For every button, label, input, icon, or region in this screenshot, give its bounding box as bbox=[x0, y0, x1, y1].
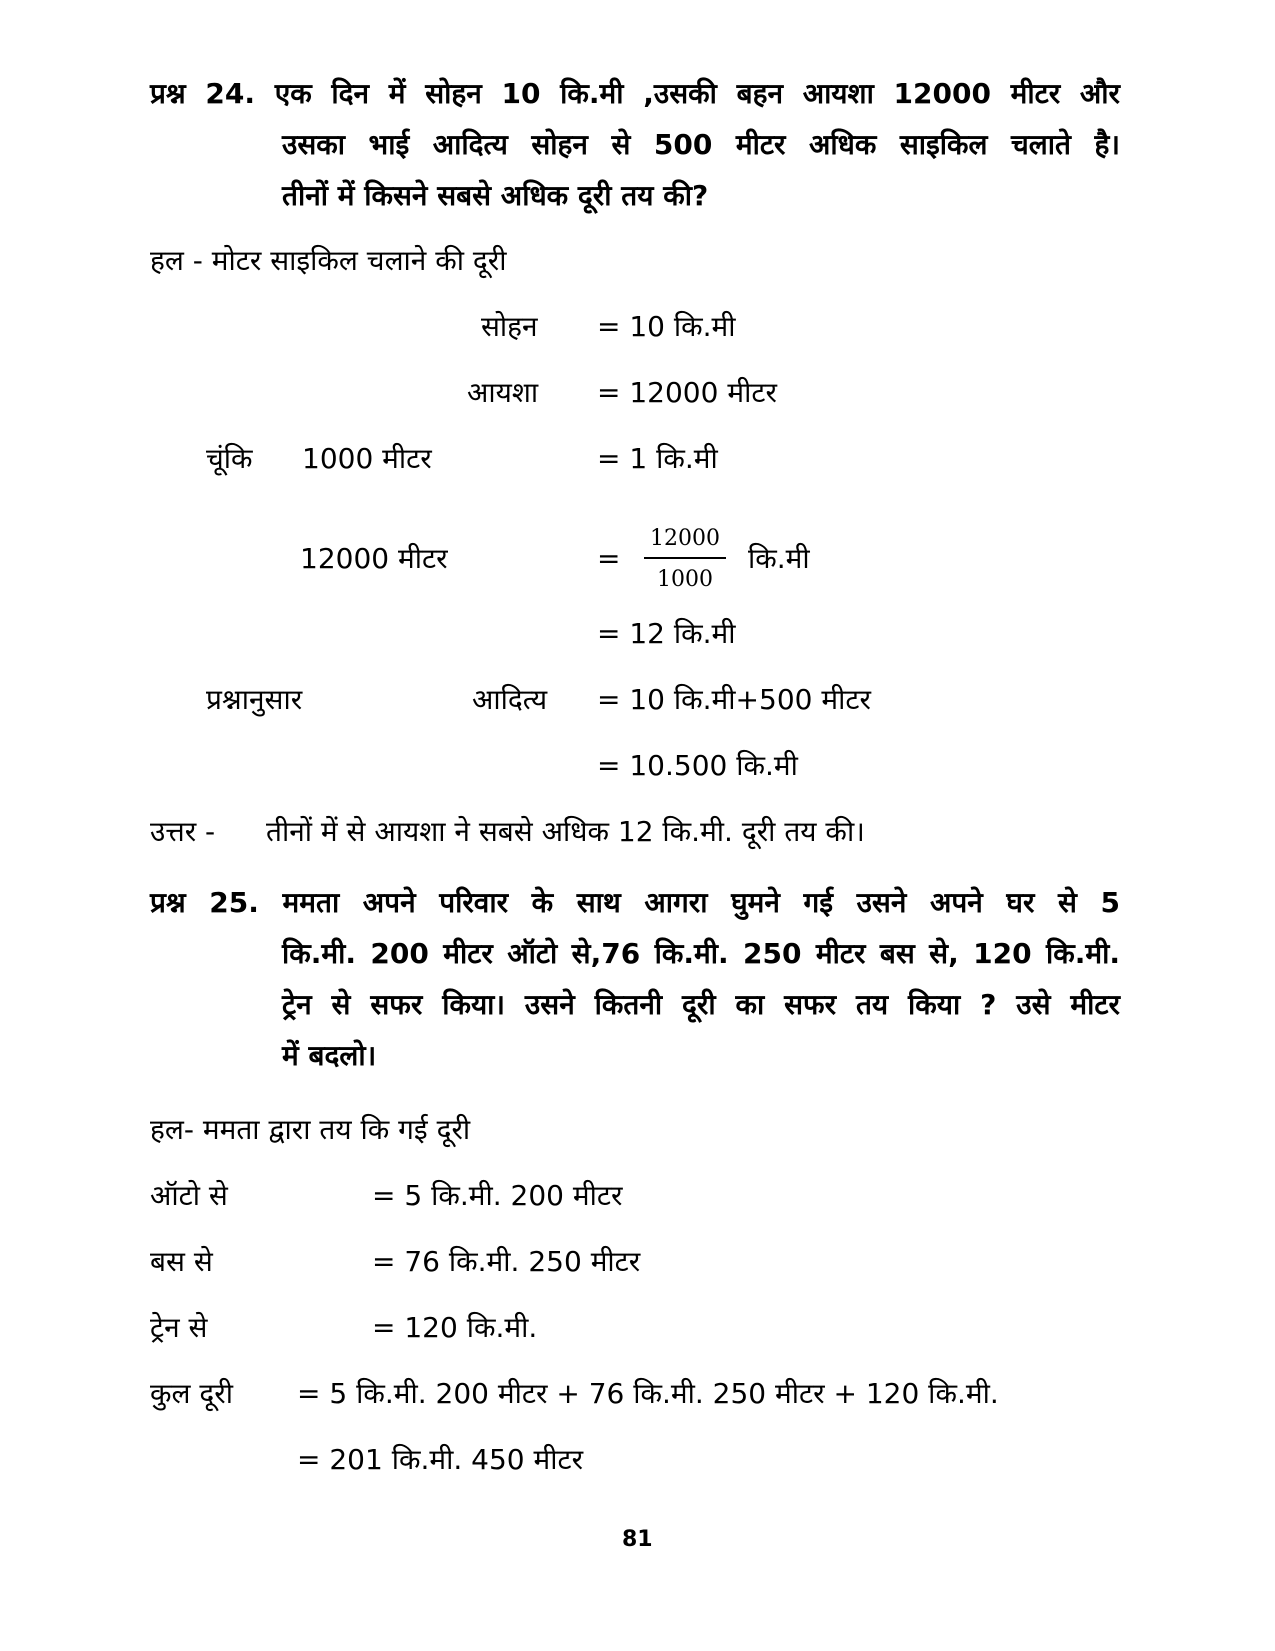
q25-line-4: में बदलो। bbox=[282, 1039, 377, 1072]
sol25-bus-label: बस से bbox=[150, 1245, 213, 1278]
sol25-total-result: = 201 कि.मी. 450 मीटर bbox=[297, 1443, 584, 1476]
sol24-aditya-value: = 10 कि.मी+500 मीटर bbox=[597, 683, 871, 716]
sol24-sohan-value: = 10 कि.मी bbox=[597, 310, 736, 343]
sol24-since-lhs: 1000 मीटर bbox=[302, 442, 432, 475]
sol24-answer-text: तीनों में से आयशा ने सबसे अधिक 12 कि.मी. दूरी तय की। bbox=[266, 815, 865, 848]
sol24-per-question: प्रश्नानुसार bbox=[206, 683, 303, 716]
sol24-conv-eq: = bbox=[597, 542, 621, 575]
sol24-fraction bbox=[640, 526, 730, 592]
q25-line-1: प्रश्न 25. ममता अपने परिवार के साथ आगरा घुमने गई उसने अपने घर से 5 bbox=[150, 886, 1120, 919]
q25-line-3: ट्रेन से सफर किया। उसने कितनी दूरी का सफर तय किया ? उसे मीटर bbox=[282, 988, 1120, 1021]
fraction-numerator: 12000 bbox=[650, 526, 720, 551]
sol24-ayesha-value: = 12000 मीटर bbox=[597, 376, 777, 409]
sol25-bus-value: = 76 कि.मी. 250 मीटर bbox=[372, 1245, 641, 1278]
page-number: 81 bbox=[622, 1527, 653, 1552]
sol25-intro: हल- ममता द्वारा तय कि गई दूरी bbox=[150, 1113, 471, 1146]
sol25-train-label: ट्रेन से bbox=[150, 1311, 208, 1344]
sol24-since-rhs: = 1 कि.मी bbox=[597, 442, 718, 475]
sol24-sohan-label: सोहन bbox=[481, 310, 538, 343]
sol24-aditya-result: = 10.500 कि.मी bbox=[597, 749, 798, 782]
sol25-train-value: = 120 कि.मी. bbox=[372, 1311, 538, 1344]
sol25-total-label: कुल दूरी bbox=[150, 1377, 233, 1410]
sol25-auto-label: ऑटो से bbox=[150, 1179, 228, 1212]
q24-line-2: उसका भाई आदित्य सोहन से 500 मीटर अधिक साइकिल चलाते है। bbox=[282, 128, 1120, 161]
sol25-auto-value: = 5 कि.मी. 200 मीटर bbox=[372, 1179, 623, 1212]
sol24-since-word: चूंकि bbox=[206, 442, 253, 475]
sol24-conv-result: = 12 कि.मी bbox=[597, 617, 736, 650]
sol24-answer-label: उत्तर - bbox=[150, 815, 216, 848]
sol24-intro: हल - मोटर साइकिल चलाने की दूरी bbox=[150, 244, 507, 277]
sol24-ayesha-label: आयशा bbox=[467, 376, 539, 409]
fraction-denominator: 1000 bbox=[657, 567, 713, 592]
q24-line-3: तीनों में किसने सबसे अधिक दूरी तय की? bbox=[282, 179, 709, 212]
sol24-conv-lhs: 12000 मीटर bbox=[300, 542, 448, 575]
sol24-aditya-label: आदित्य bbox=[472, 683, 548, 716]
q24-line-1: प्रश्न 24. एक दिन में सोहन 10 कि.मी ,उसकी बहन आयशा 12000 मीटर और bbox=[150, 77, 1120, 110]
sol25-total-value: = 5 कि.मी. 200 मीटर + 76 कि.मी. 250 मीटर + 120 कि.मी. bbox=[297, 1377, 999, 1410]
sol24-conv-unit: कि.मी bbox=[748, 542, 810, 575]
q25-line-2: कि.मी. 200 मीटर ऑटो से,76 कि.मी. 250 मीटर बस से, 120 कि.मी. bbox=[282, 937, 1120, 970]
